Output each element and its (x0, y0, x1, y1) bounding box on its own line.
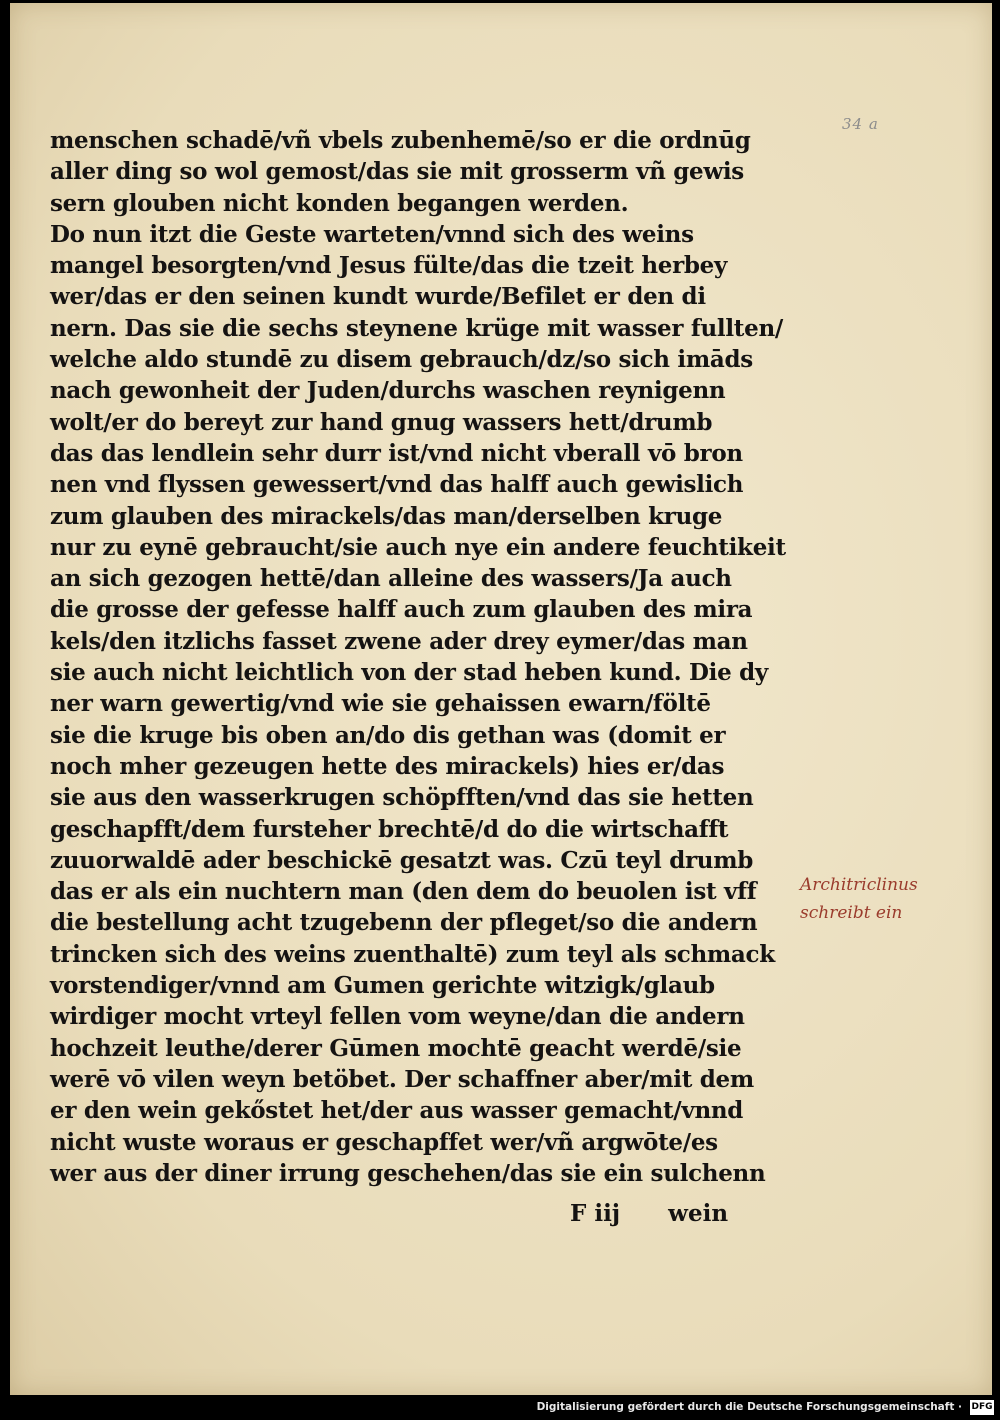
text-line: noch mher gezeugen hette des mirackels) hies er/das (50, 752, 725, 780)
text-line: Do nun itzt die Geste warteten/vnnd sich des weins (50, 220, 694, 248)
text-line: werē vō vilen weyn betöbet. Der schaffner aber/mit dem (50, 1065, 754, 1093)
text-line: das das lendlein sehr durr ist/vnd nicht vberall vō bron (50, 439, 743, 467)
text-line: ner warn gewertig/vnd wie sie gehaissen ewarn/föltē (50, 690, 711, 718)
text-line: wolt/er do bereyt zur hand gnug wassers hett/drumb (50, 408, 713, 436)
text-line: nern. Das sie die sechs steynene krüge mit wasser fullten/ (50, 314, 783, 342)
dfg-logo: DFG (970, 1400, 994, 1415)
margin-note-line: Architriclinus (800, 875, 918, 895)
text-line: trincken sich des weins zuenthaltē) zum teyl als schmack (50, 940, 775, 968)
catchword: wein (668, 1200, 729, 1227)
text-line: nur zu eynē gebraucht/sie auch nye ein andere feuchtikeit (50, 533, 786, 561)
text-line: er den wein gekőstet het/der aus wasser gemacht/vnnd (50, 1097, 744, 1125)
funding-notice: Digitalisierung gefördert durch die Deutsche Forschungsgemeinschaft · (536, 1401, 962, 1413)
margin-note-line: schreibt ein (800, 903, 903, 923)
text-line: an sich gezogen hettē/dan alleine des wassers/Ja auch (50, 565, 732, 593)
text-line: menschen schadē/vñ vbels zubenhemē/so er die ordnūg (50, 127, 751, 154)
text-line: nen vnd flyssen gewessert/vnd das halff auch gewislich (50, 471, 744, 499)
text-line: mangel besorgten/vnd Jesus fülte/das die tzeit herbey (50, 252, 728, 280)
text-line: zum glauben des mirackels/das man/derselben kruge (50, 502, 723, 530)
text-line: zuuorwaldē ader beschickē gesatzt was. Czū teyl drumb (50, 846, 754, 874)
text-line: wer/das er den seinen kundt wurde/Befilet er den di (50, 283, 706, 311)
catchword-line (570, 1200, 768, 1227)
text-line: vorstendiger/vnnd am Gumen gerichte witzigk/glaub (50, 972, 715, 1000)
text-line: sie auch nicht leichtlich von der stad heben kund. Die dy (50, 659, 768, 687)
text-line: nicht wuste woraus er geschapffet wer/vñ argwōte/es (50, 1128, 718, 1156)
main-text-block (50, 125, 795, 1189)
footer-bar (0, 1396, 1000, 1420)
text-line: nach gewonheit der Juden/durchs waschen reynigenn (50, 377, 726, 405)
text-line: sie die kruge bis oben an/do dis gethan was (domit er (50, 721, 726, 749)
text-line: wer aus der diner irrung geschehen/das sie ein sulchenn (50, 1159, 766, 1187)
text-line: die grosse der gefesse halff auch zum glauben des mira (50, 596, 753, 624)
text-line: welche aldo stundē zu disem gebrauch/dz/so sich imāds (50, 346, 753, 374)
text-line: geschapfft/dem fursteher brechtē/d do die wirtschafft (50, 815, 729, 843)
margin-annotation (800, 871, 985, 927)
text-line: wirdiger mocht vrteyl fellen vom weyne/dan die andern (50, 1003, 745, 1031)
text-line: kels/den itzlichs fasset zwene ader drey eymer/das man (50, 627, 748, 655)
text-line: die bestellung acht tzugebenn der pfleget/so die andern (50, 909, 758, 937)
text-line: das er als ein nuchtern man (den dem do beuolen ist vff (50, 878, 757, 906)
text-line: sie aus den wasserkrugen schöpfften/vnd das sie hetten (50, 784, 754, 812)
text-line: sern glouben nicht konden begangen werden. (50, 189, 629, 217)
text-line: hochzeit leuthe/derer Gūmen mochtē geacht werdē/sie (50, 1034, 742, 1062)
page-number: 34 a (842, 115, 879, 133)
book-page (10, 3, 992, 1395)
text-line: aller ding so wol gemost/das sie mit grosserm vñ gewis (50, 158, 744, 186)
signature-mark: F iij (570, 1200, 621, 1227)
